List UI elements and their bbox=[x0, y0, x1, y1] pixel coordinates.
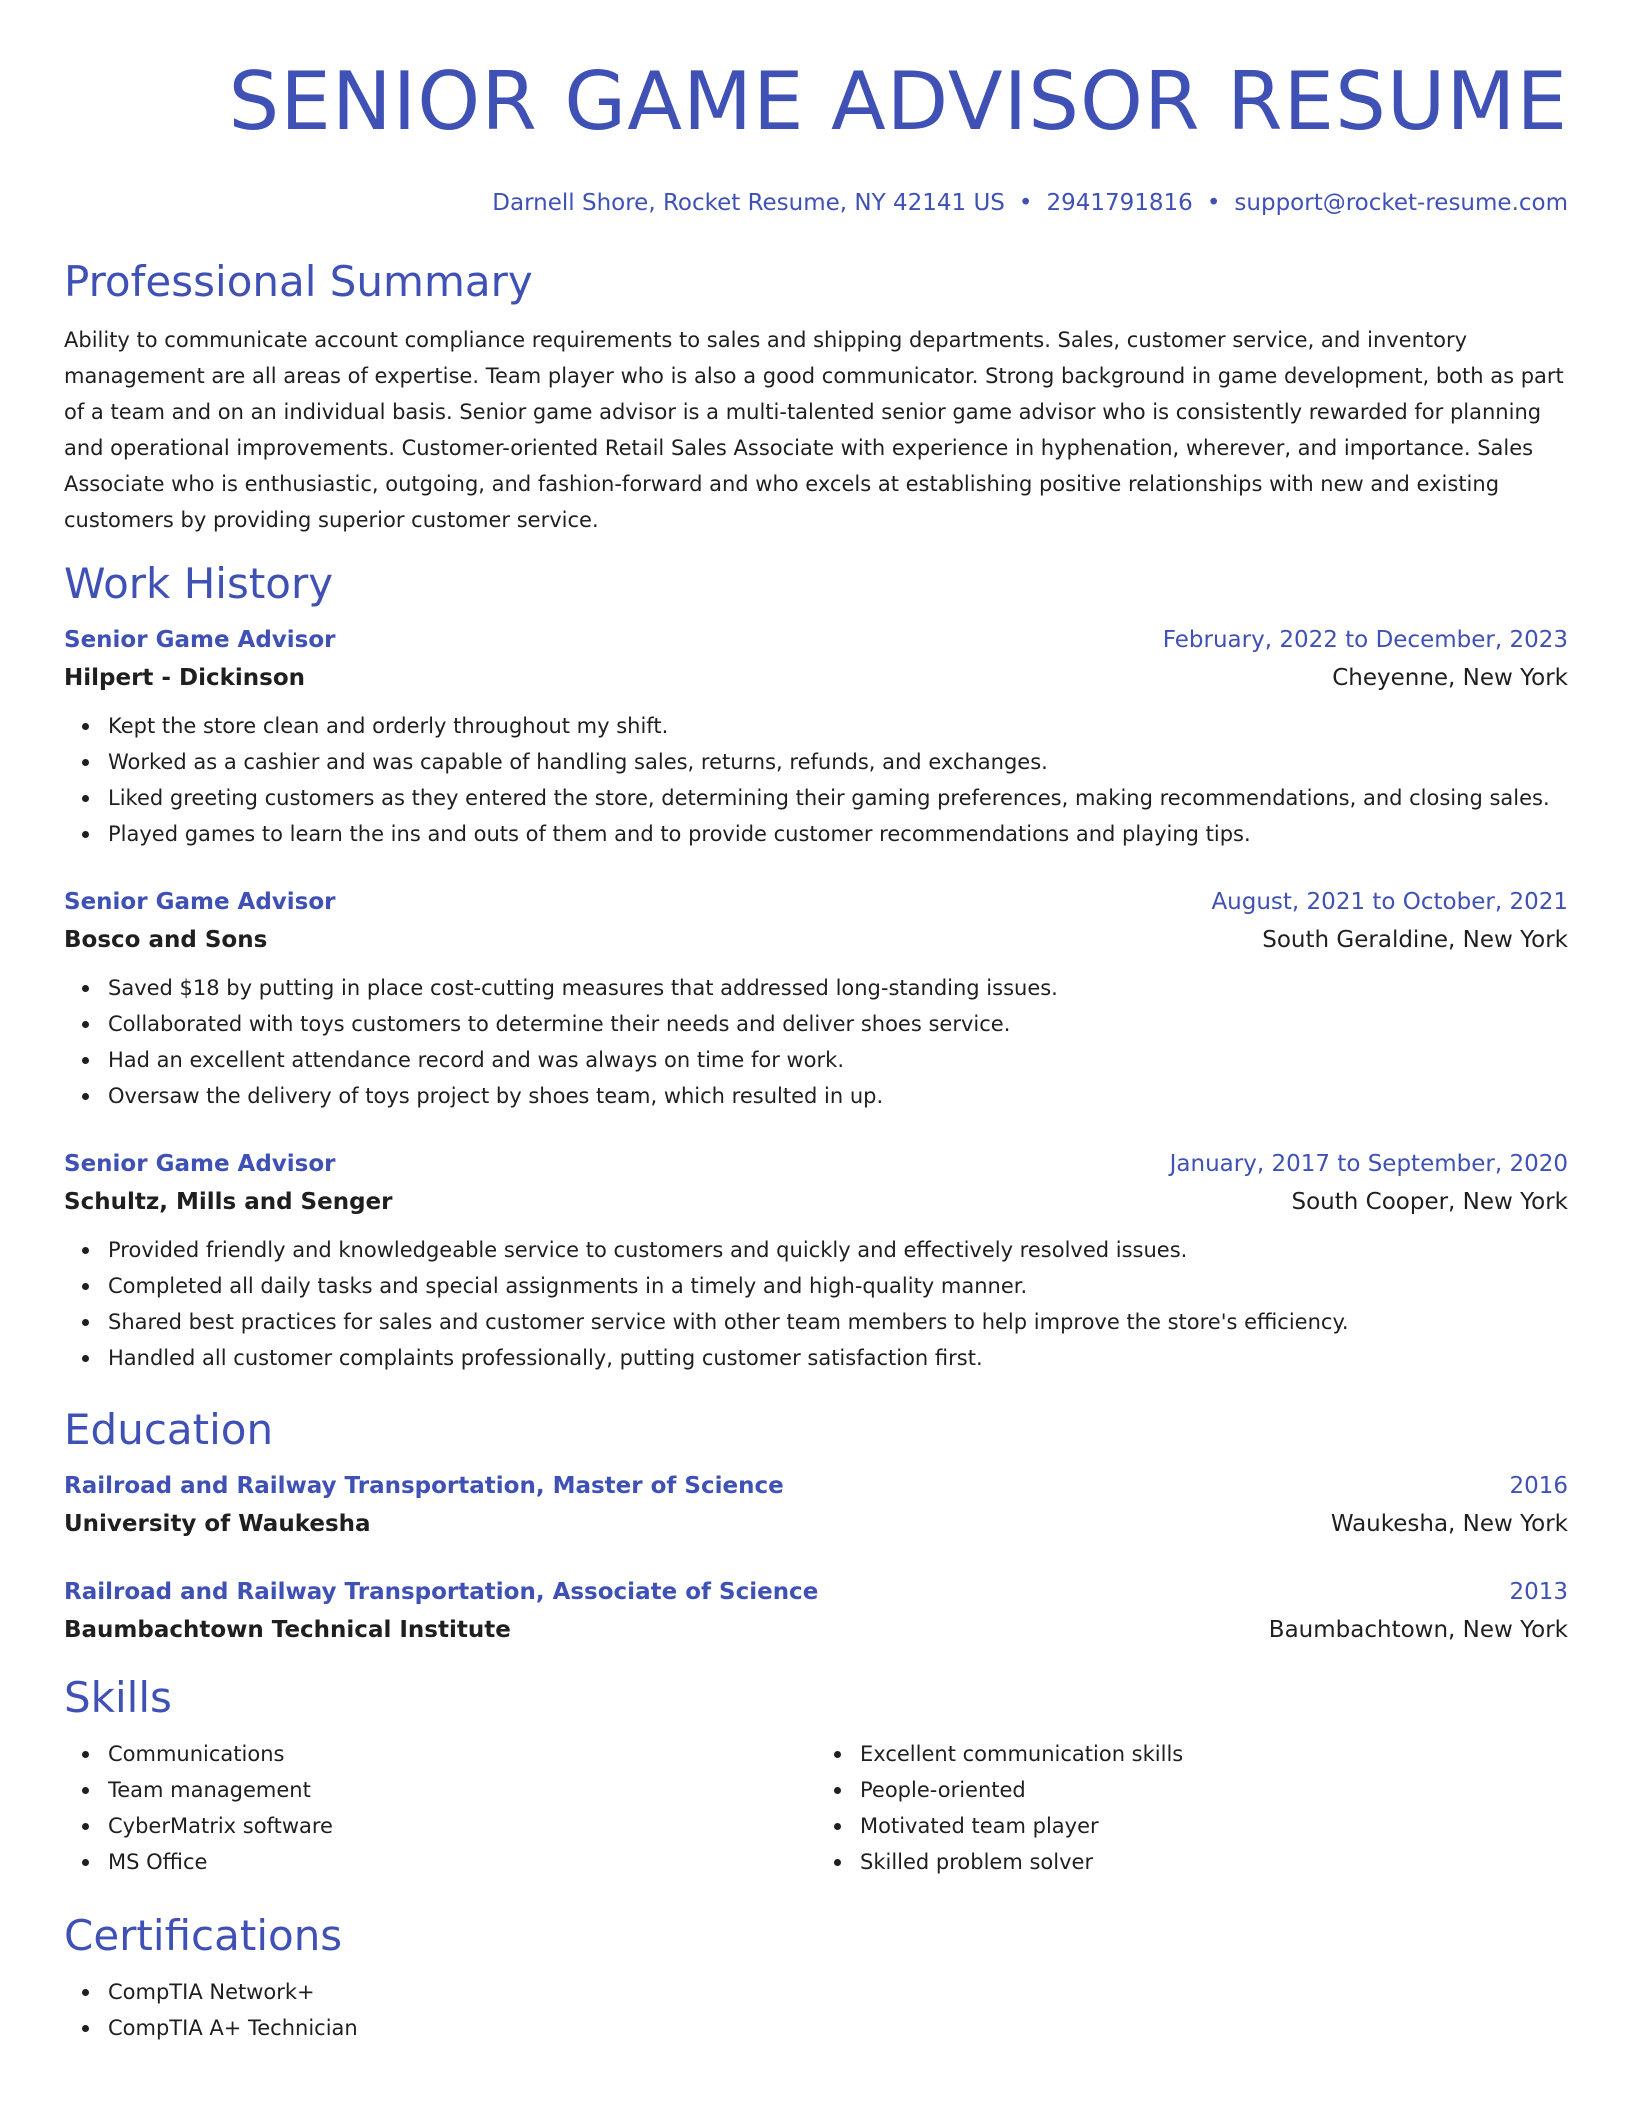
education-degree: Railroad and Railway Transportation, Associate of Science bbox=[64, 1579, 819, 1605]
skill-item: People-oriented bbox=[860, 1772, 1568, 1808]
job-dates: February, 2022 to December, 2023 bbox=[1162, 627, 1568, 653]
list-item: Oversaw the delivery of toys project by shoes team, which resulted in up. bbox=[108, 1078, 1568, 1114]
list-item: Provided friendly and knowledgeable service to customers and quickly and effectively resolved issues. bbox=[108, 1232, 1568, 1268]
job-company: Bosco and Sons bbox=[64, 927, 268, 953]
list-item: Collaborated with toys customers to determine their needs and deliver shoes service. bbox=[108, 1006, 1568, 1042]
contact-phone: 2941791816 bbox=[1046, 190, 1193, 216]
skills-grid bbox=[64, 1736, 1568, 1880]
job-role: Senior Game Advisor bbox=[64, 627, 336, 653]
resume-title: SENIOR GAME ADVISOR RESUME bbox=[228, 55, 1568, 148]
skill-item: CyberMatrix software bbox=[108, 1808, 816, 1844]
skill-item: Communications bbox=[108, 1736, 816, 1772]
list-item: Kept the store clean and orderly throughout my shift. bbox=[108, 708, 1568, 744]
section-title-work: Work History bbox=[64, 559, 334, 608]
section-title-certifications: Certifications bbox=[64, 1911, 343, 1960]
job-bullets bbox=[64, 708, 1568, 852]
education-degree: Railroad and Railway Transportation, Master of Science bbox=[64, 1473, 784, 1499]
education-school: University of Waukesha bbox=[64, 1511, 371, 1537]
job-company: Hilpert - Dickinson bbox=[64, 665, 306, 691]
education-school: Baumbachtown Technical Institute bbox=[64, 1617, 511, 1643]
section-title-summary: Professional Summary bbox=[64, 257, 533, 306]
skill-item: MS Office bbox=[108, 1844, 816, 1880]
list-item: Completed all daily tasks and special assignments in a timely and high-quality manner. bbox=[108, 1268, 1568, 1304]
job-company: Schultz, Mills and Senger bbox=[64, 1189, 393, 1215]
job-entry bbox=[64, 622, 1568, 852]
list-item: Saved $18 by putting in place cost-cutting measures that addressed long-standing issues. bbox=[108, 970, 1568, 1006]
education-entry bbox=[64, 1468, 1568, 1544]
list-item: Handled all customer complaints professionally, putting customer satisfaction first. bbox=[108, 1340, 1568, 1376]
job-location: Cheyenne, New York bbox=[1332, 665, 1568, 691]
job-dates: January, 2017 to September, 2020 bbox=[1169, 1151, 1568, 1177]
certification-item: CompTIA A+ Technician bbox=[108, 2010, 1568, 2046]
contact-email: support@rocket-resume.com bbox=[1234, 190, 1568, 216]
education-year: 2016 bbox=[1509, 1473, 1568, 1499]
job-bullets bbox=[64, 1232, 1568, 1376]
contact-separator: • bbox=[1206, 190, 1221, 216]
education-year: 2013 bbox=[1509, 1579, 1568, 1605]
education-location: Baumbachtown, New York bbox=[1268, 1617, 1568, 1643]
job-role: Senior Game Advisor bbox=[64, 1151, 336, 1177]
list-item: Liked greeting customers as they entered the store, determining their gaming preferences, making recommendations, and closing sales. bbox=[108, 780, 1568, 816]
job-bullets bbox=[64, 970, 1568, 1114]
summary-text: Ability to communicate account compliance requirements to sales and shipping departments. Sales, customer service, and inventory management are all areas of expertise. Team player who is also a good communicator. Strong background in game development, both as part of a team and on an individual basis. Senior game advisor is a multi-talented senior game advisor who is consistently rewarded for planning and operational improvements. Customer-oriented Retail Sales Associate with experience in hyphenation, wherever, and importance. Sales Associate who is enthusiastic, outgoing, and fashion-forward and who excels at establishing positive relationships with new and existing customers by providing superior customer service. bbox=[64, 328, 1564, 532]
certification-item: CompTIA Network+ bbox=[108, 1974, 1568, 2010]
job-entry bbox=[64, 884, 1568, 1114]
section-title-skills: Skills bbox=[64, 1673, 172, 1722]
contact-line bbox=[64, 188, 1568, 218]
skills-list-right bbox=[816, 1736, 1568, 1880]
skill-item: Motivated team player bbox=[860, 1808, 1568, 1844]
job-location: South Geraldine, New York bbox=[1262, 927, 1568, 953]
list-item: Shared best practices for sales and customer service with other team members to help improve the store's efficiency. bbox=[108, 1304, 1568, 1340]
skill-item: Team management bbox=[108, 1772, 816, 1808]
section-title-education: Education bbox=[64, 1405, 274, 1454]
job-role: Senior Game Advisor bbox=[64, 889, 336, 915]
skill-item: Skilled problem solver bbox=[860, 1844, 1568, 1880]
contact-address: Darnell Shore, Rocket Resume, NY 42141 US bbox=[492, 190, 1005, 216]
contact-separator: • bbox=[1018, 190, 1033, 216]
skills-list-left bbox=[64, 1736, 816, 1880]
list-item: Had an excellent attendance record and was always on time for work. bbox=[108, 1042, 1568, 1078]
job-dates: August, 2021 to October, 2021 bbox=[1211, 889, 1568, 915]
skill-item: Excellent communication skills bbox=[860, 1736, 1568, 1772]
certifications-list bbox=[64, 1974, 1568, 2046]
education-location: Waukesha, New York bbox=[1330, 1511, 1568, 1537]
job-entry bbox=[64, 1146, 1568, 1376]
list-item: Worked as a cashier and was capable of handling sales, returns, refunds, and exchanges. bbox=[108, 744, 1568, 780]
job-location: South Cooper, New York bbox=[1291, 1189, 1568, 1215]
education-entry bbox=[64, 1574, 1568, 1650]
list-item: Played games to learn the ins and outs of them and to provide customer recommendations and playing tips. bbox=[108, 816, 1568, 852]
